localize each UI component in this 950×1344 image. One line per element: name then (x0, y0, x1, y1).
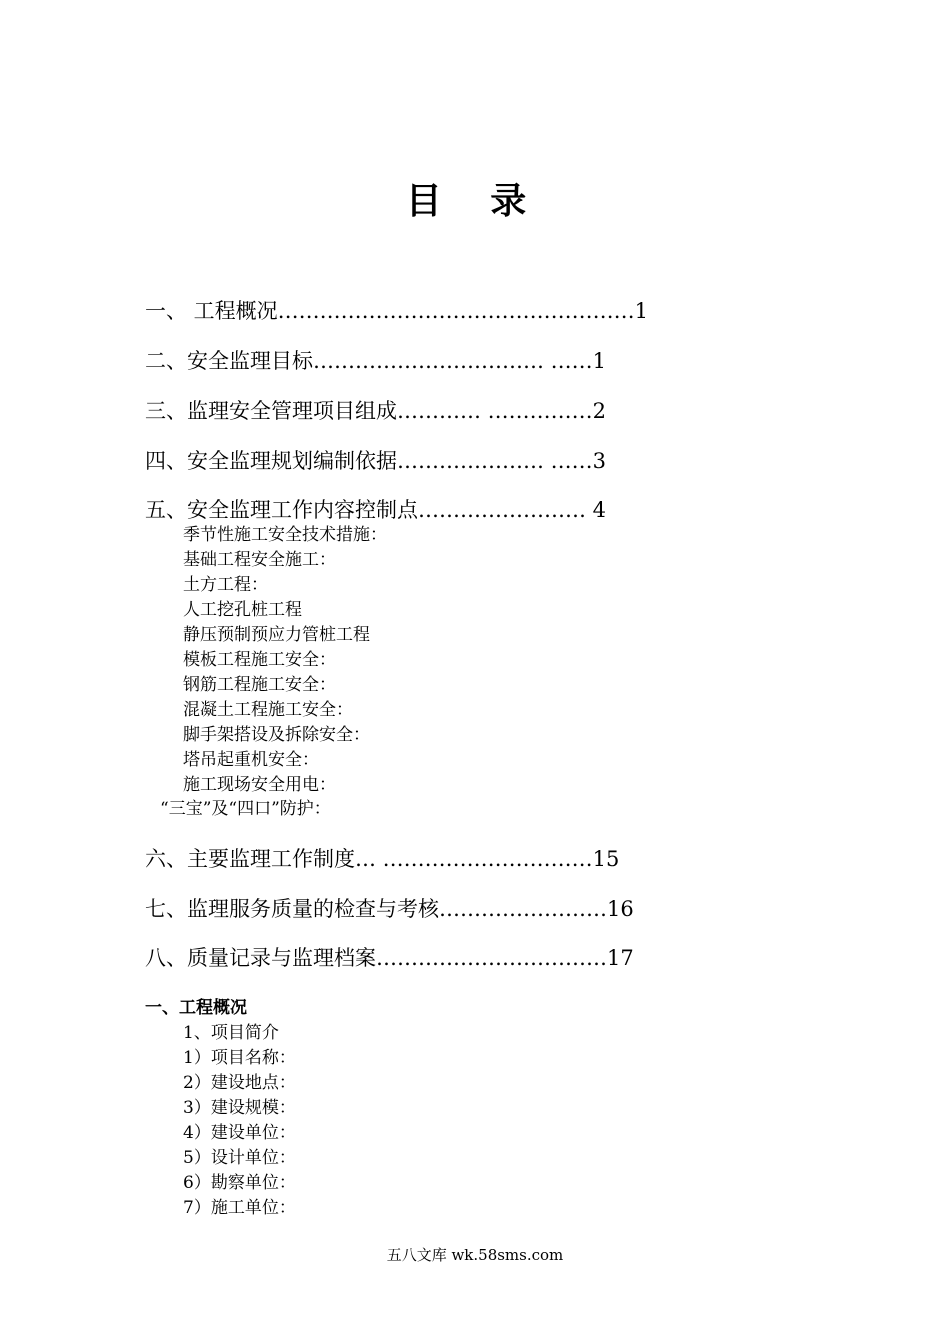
toc-subentry: “三宝”及“四口”防护： (160, 799, 331, 819)
toc-entry-5: 五、安全监理工作内容控制点…………………… 4 (145, 498, 607, 522)
section-line: 1、项目简介 (183, 1023, 279, 1043)
toc-subentry: 塔吊起重机安全： (183, 750, 319, 770)
section-line: 1）项目名称： (183, 1048, 296, 1068)
toc-subentry: 土方工程： (183, 575, 268, 595)
toc-entry-3: 三、监理安全管理项目组成………… ……………2 (145, 399, 607, 423)
section-line: 3）建设规模： (183, 1098, 296, 1118)
toc-subentry: 模板工程施工安全： (183, 650, 336, 670)
section-line: 5）设计单位： (183, 1148, 296, 1168)
toc-entry-6: 六、主要监理工作制度… …………………………15 (145, 847, 620, 871)
toc-entry-1: 一、 工程概况……………………………………………1 (145, 299, 649, 323)
footer-watermark: 五八文库 wk.58sms.com (386, 1246, 564, 1264)
toc-subentry: 钢筋工程施工安全： (183, 675, 336, 695)
toc-subentry: 季节性施工安全技术措施： (183, 525, 387, 545)
toc-entry-4: 四、安全监理规划编制依据………………… ……3 (145, 449, 607, 473)
toc-subentry: 施工现场安全用电： (183, 775, 336, 795)
section-line: 4）建设单位： (183, 1123, 296, 1143)
toc-subentry: 人工挖孔桩工程 (183, 600, 302, 620)
toc-entry-7: 七、监理服务质量的检查与考核……………………16 (145, 897, 634, 921)
section-line: 2）建设地点： (183, 1073, 296, 1093)
section-line: 6）勘察单位： (183, 1173, 296, 1193)
toc-subentry: 混凝土工程施工安全： (183, 700, 353, 720)
toc-subentry: 静压预制预应力管桩工程 (183, 625, 370, 645)
section-heading: 一、工程概况 (145, 998, 247, 1018)
toc-entry-8: 八、质量记录与监理档案……………………………17 (145, 946, 634, 970)
page-title: 目 录 (405, 181, 545, 222)
toc-subentry: 基础工程安全施工： (183, 550, 336, 570)
toc-entry-2: 二、安全监理目标…………………………… ……1 (145, 349, 607, 373)
toc-subentry: 脚手架搭设及拆除安全： (183, 725, 370, 745)
section-line: 7）施工单位： (183, 1198, 296, 1218)
